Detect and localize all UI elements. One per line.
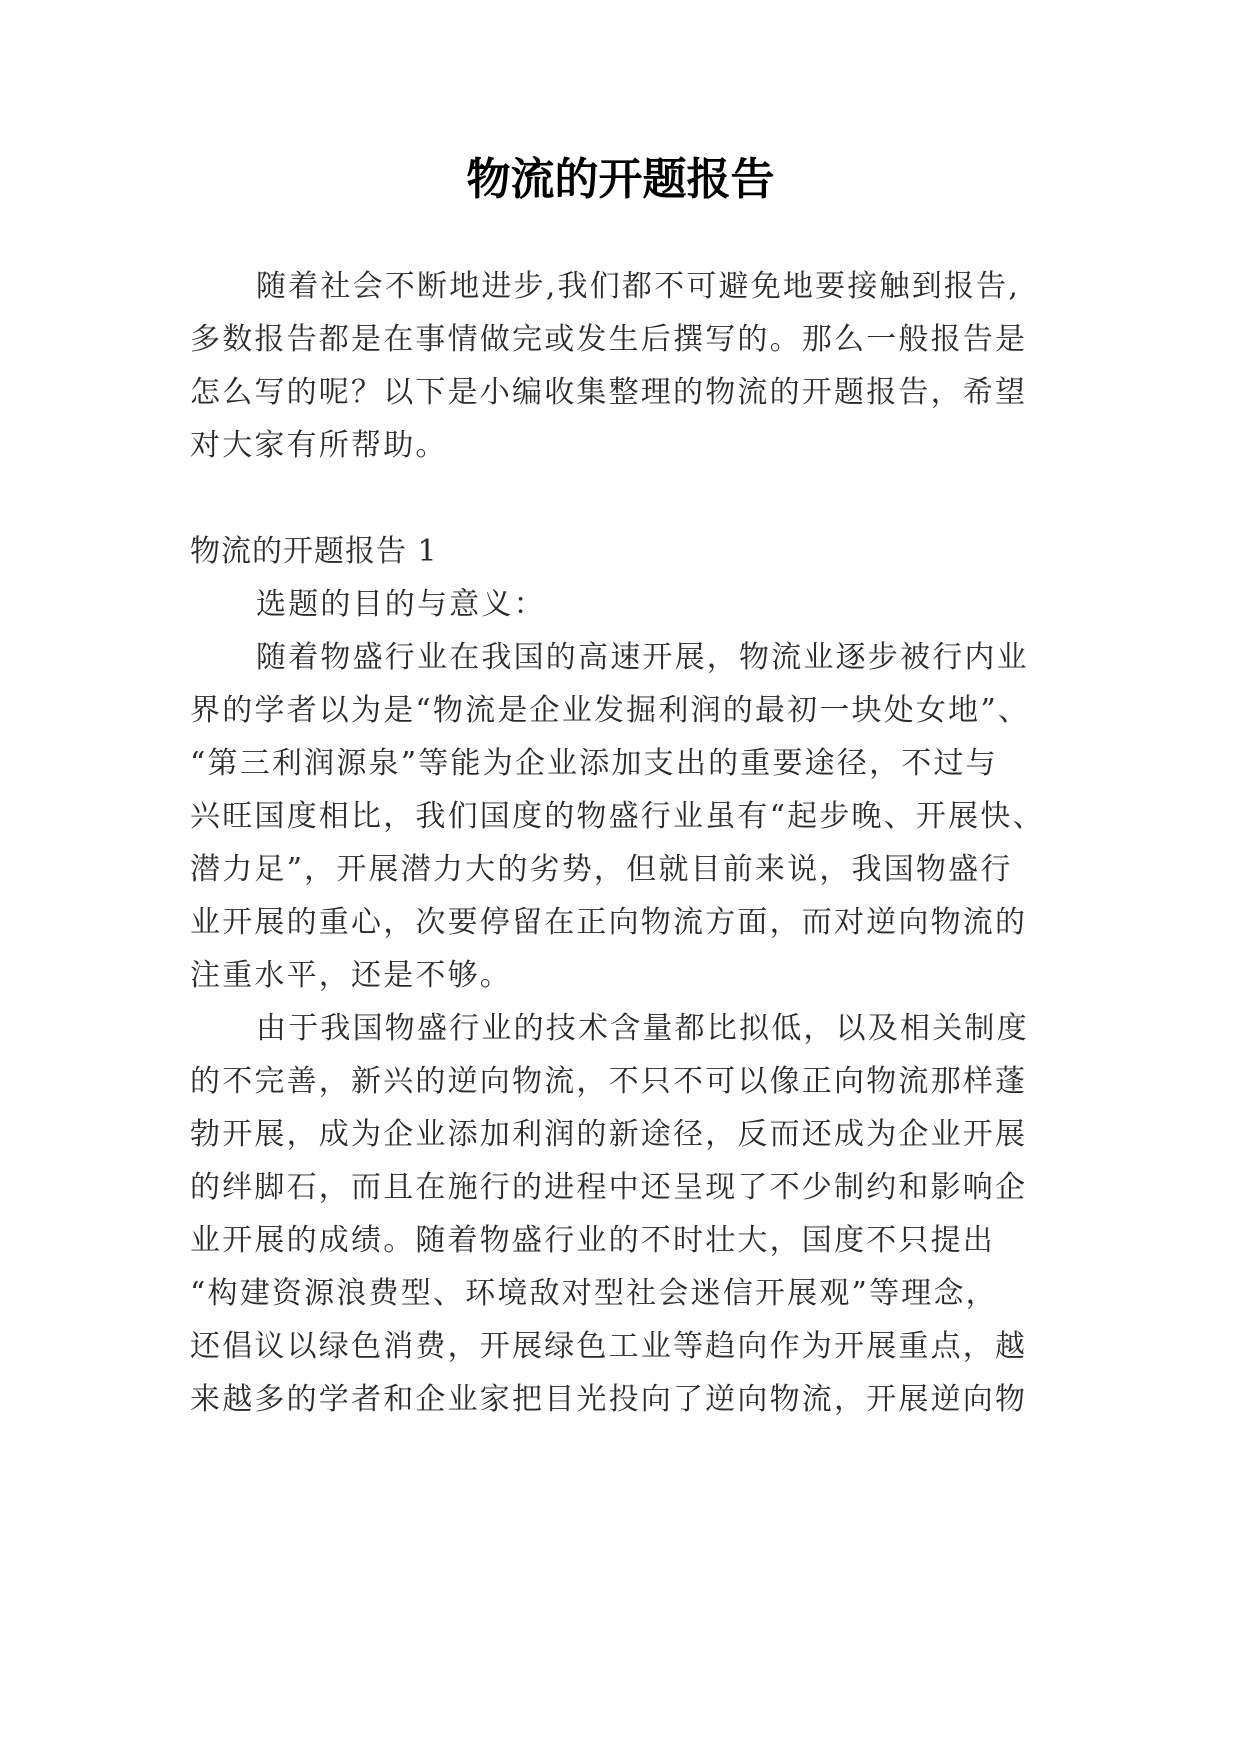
text-line: 来越多的学者和企业家把目光投向了逆向物流，开展逆向物 (190, 1382, 1028, 1417)
text-line: 由于我国物盛行业的技术含量都比拟低，以及相关制度 (256, 1011, 1029, 1046)
text-line: “第三利润源泉”等能为企业添加支出的重要途径，不过与 (190, 746, 998, 781)
text-line: 业开展的成绩。随着物盛行业的不时壮大，国度不只提出 (190, 1223, 995, 1258)
text-line: 对大家有所帮助。 (190, 428, 448, 463)
text-line: 随着物盛行业在我国的高速开展，物流业逐步被行内业 (256, 640, 1029, 675)
document-title: 物流的开题报告 (466, 154, 775, 205)
text-line: 兴旺国度相比，我们国度的物盛行业虽有“起步晚、开展快、 (190, 799, 1045, 834)
text-line: 的不完善，新兴的逆向物流，不只不可以像正向物流那样蓬 (190, 1064, 1028, 1099)
subheading: 选题的目的与意义： (256, 587, 546, 622)
text-line: “构建资源浪费型、环境敌对型社会迷信开展观”等理念， (190, 1276, 998, 1311)
text-line: 潜力足”，开展潜力大的劣势，但就目前来说，我国物盛行 (190, 852, 1013, 887)
section-heading: 物流的开题报告 1 (190, 534, 438, 569)
text-line: 多数报告都是在事情做完或发生后撰写的。那么一般报告是 (190, 322, 1028, 357)
text-line: 勃开展，成为企业添加利润的新途径，反而还成为企业开展 (190, 1117, 1028, 1152)
text-line: 注重水平，还是不够。 (190, 958, 512, 993)
text-line: 随着社会不断地进步,我们都不可避免地要接触到报告, (256, 269, 1021, 304)
text-line: 业开展的重心，次要停留在正向物流方面，而对逆向物流的 (190, 905, 1028, 940)
text-line: 怎么写的呢？以下是小编收集整理的物流的开题报告，希望 (190, 375, 1028, 410)
text-line: 界的学者以为是“物流是企业发掘利润的最初一块处女地”、 (190, 693, 1031, 728)
text-line: 的绊脚石，而且在施行的进程中还呈现了不少制约和影响企 (190, 1170, 1028, 1205)
text-line: 还倡议以绿色消费，开展绿色工业等趋向作为开展重点，越 (190, 1329, 1028, 1364)
